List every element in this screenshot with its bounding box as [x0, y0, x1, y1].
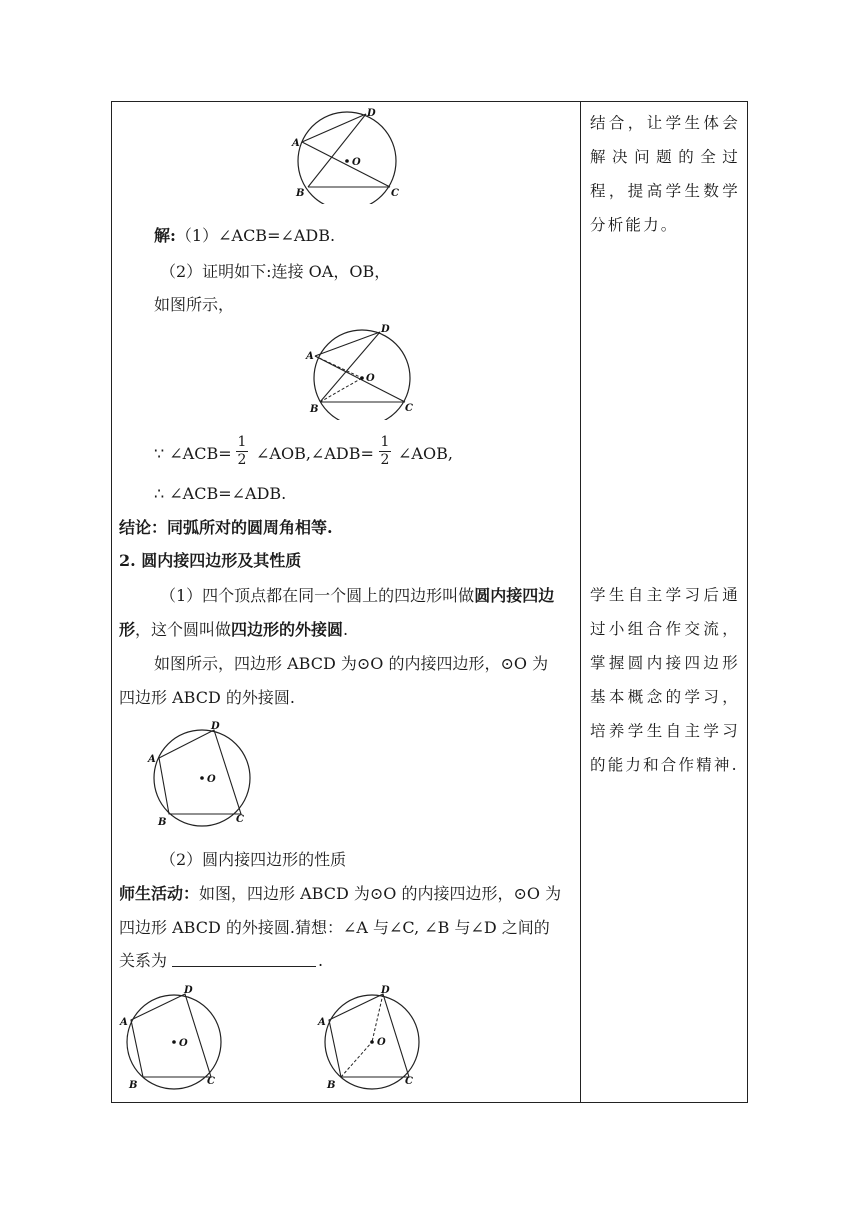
figure-5-quadrilateral-with-radii: [314, 980, 424, 1092]
fig5-label-d: D: [381, 985, 390, 996]
fig2-label-o: O: [366, 373, 375, 384]
column-divider: [580, 101, 581, 1103]
because-mid: ∠AOB,∠ADB=: [256, 444, 374, 463]
activity-line3-prefix: 关系为: [119, 951, 168, 970]
frac2-num: 1: [380, 434, 390, 450]
fig1-label-c: C: [391, 188, 399, 199]
because-suffix: ∠AOB,: [398, 444, 453, 463]
conclusion: 结论：同弧所对的圆周角相等.: [119, 518, 333, 537]
figure-desc-line2: 四边形 ABCD 的外接圆.: [119, 688, 295, 707]
therefore-line: ∴ ∠ACB=∠ADB.: [154, 484, 287, 503]
fig2-label-b: B: [310, 404, 319, 415]
section-2-heading: 2. 圆内接四边形及其性质: [119, 551, 302, 570]
definition-line1: （1）四个顶点都在同一个圆上的四边形叫做圆内接四边: [160, 586, 555, 605]
fig4-label-o: O: [179, 1038, 188, 1049]
frac1-den: 2: [237, 452, 247, 468]
solution-fig-note: 如图所示，: [154, 295, 235, 314]
solution-part1: 解:（1）∠ACB=∠ADB.: [154, 226, 336, 245]
fig4-label-b: B: [129, 1080, 138, 1091]
fig2-label-c: C: [405, 403, 413, 414]
figure-3-inscribed-quadrilateral: [140, 716, 260, 828]
fig3-label-o: O: [207, 774, 216, 785]
fig4-label-c: C: [207, 1076, 215, 1087]
because-prefix: ∵ ∠ACB=: [154, 444, 232, 463]
fig1-label-b: B: [296, 188, 305, 199]
figure-1-inscribed-angles: [280, 104, 410, 204]
fig4-label-a: A: [120, 1017, 128, 1028]
fig1-label-o: O: [352, 157, 361, 168]
side-note-2: 学生自主学习后通过小组合作交流，掌握圆内接四边形基本概念的学习，培养学生自主学习的能力和合作精神.: [590, 586, 740, 774]
figure-desc-line1: 如图所示，四边形 ABCD 为⊙O 的内接四边形，⊙O 为: [154, 654, 549, 673]
fig2-label-a: A: [306, 351, 314, 362]
activity-line2: 四边形 ABCD 的外接圆.猜想：∠A 与∠C, ∠B 与∠D 之间的: [119, 918, 550, 937]
solution-part2: （2）证明如下:连接 OA，OB，: [160, 262, 391, 281]
definition-line2: 形，这个圆叫做四边形的外接圆.: [119, 620, 349, 639]
fig5-label-c: C: [405, 1076, 413, 1087]
fig3-label-b: B: [158, 817, 167, 828]
frac1-num: 1: [237, 434, 247, 450]
activity-line1: 师生活动：如图，四边形 ABCD 为⊙O 的内接四边形，⊙O 为: [119, 884, 562, 903]
fig1-label-d: D: [367, 108, 376, 119]
activity-line3-suffix: .: [318, 951, 324, 970]
figure-2-central-angle-proof: [300, 320, 420, 420]
property-heading: （2）圆内接四边形的性质: [160, 850, 347, 869]
fig3-label-d: D: [211, 721, 220, 732]
answer-blank[interactable]: [172, 966, 316, 967]
fig5-label-b: B: [327, 1080, 336, 1091]
fig3-label-c: C: [236, 814, 244, 825]
fig2-label-d: D: [381, 324, 390, 335]
figure-4-quadrilateral: [116, 980, 226, 1092]
fig1-label-a: A: [292, 138, 300, 149]
fig3-label-a: A: [148, 754, 156, 765]
fig5-label-a: A: [318, 1017, 326, 1028]
fig5-label-o: O: [377, 1037, 386, 1048]
frac2-den: 2: [380, 452, 390, 468]
fig4-label-d: D: [184, 985, 193, 996]
side-note-1: 结合，让学生体会解决问题的全过程，提高学生数学分析能力。: [590, 114, 740, 234]
